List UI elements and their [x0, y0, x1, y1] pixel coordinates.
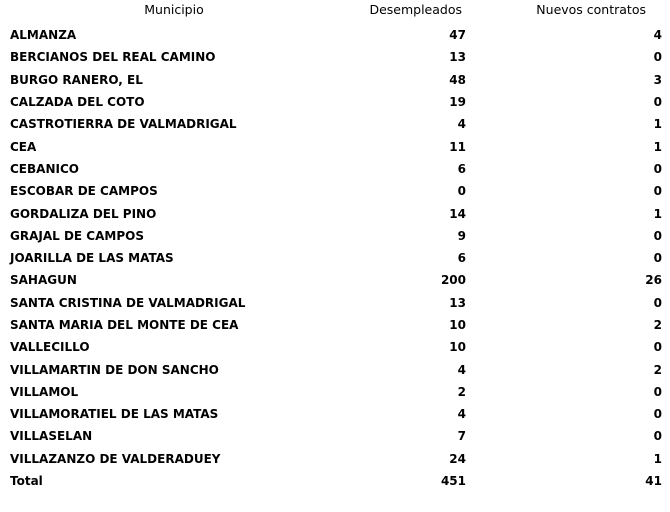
cell-desempleados: 10: [449, 340, 466, 355]
total-row: [8, 470, 668, 492]
table-row: [8, 202, 668, 224]
cell-nuevos-contratos: 2: [653, 318, 662, 332]
table-row: [8, 225, 668, 247]
total-label: Total: [10, 474, 43, 489]
header-nuevos-contratos: Nuevos contratos: [536, 2, 646, 17]
cell-desempleados: 19: [449, 95, 466, 110]
cell-municipio: SANTA MARIA DEL MONTE DE CEA: [10, 318, 239, 332]
table-row: [8, 269, 668, 291]
total-nuevos-contratos: 41: [645, 474, 662, 489]
cell-desempleados: 7: [457, 429, 466, 444]
cell-desempleados: 6: [457, 251, 466, 266]
cell-desempleados: 9: [457, 228, 466, 243]
cell-desempleados: 4: [457, 117, 466, 132]
cell-desempleados: 48: [449, 72, 466, 87]
table-row: [8, 358, 668, 380]
cell-nuevos-contratos: 4: [653, 28, 662, 43]
table-row: [8, 158, 668, 180]
cell-nuevos-contratos: 1: [653, 451, 662, 466]
cell-desempleados: 47: [449, 28, 466, 43]
cell-nuevos-contratos: 2: [653, 362, 662, 377]
table-row: [8, 448, 668, 470]
table-row: [8, 314, 668, 336]
cell-nuevos-contratos: 0: [653, 295, 662, 310]
cell-desempleados: 2: [457, 384, 466, 399]
table-row: [8, 336, 668, 358]
cell-nuevos-contratos: 0: [653, 95, 662, 110]
cell-municipio: VILLASELAN: [10, 429, 93, 444]
cell-municipio: BERCIANOS DEL REAL CAMINO: [10, 50, 216, 65]
cell-municipio: CALZADA DEL COTO: [10, 95, 145, 110]
cell-desempleados: 4: [457, 407, 466, 422]
cell-desempleados: 11: [449, 139, 466, 154]
cell-desempleados: 4: [457, 362, 466, 377]
table-row: [8, 46, 668, 68]
table-row: [8, 180, 668, 202]
cell-nuevos-contratos: 0: [653, 251, 662, 266]
table-row: [8, 24, 668, 46]
cell-municipio: VILLAMORATIEL DE LAS MATAS: [10, 407, 219, 422]
cell-nuevos-contratos: 0: [653, 184, 662, 199]
table-row: [8, 69, 668, 91]
cell-nuevos-contratos: 26: [645, 273, 662, 288]
header-municipio: Municipio: [144, 2, 204, 17]
cell-municipio: SANTA CRISTINA DE VALMADRIGAL: [10, 295, 246, 310]
cell-nuevos-contratos: 0: [653, 228, 662, 243]
total-desempleados: 451: [440, 474, 466, 489]
cell-nuevos-contratos: 1: [653, 117, 662, 132]
cell-nuevos-contratos: 0: [653, 340, 662, 355]
table-row: [8, 91, 668, 113]
cell-nuevos-contratos: 0: [653, 161, 662, 176]
cell-nuevos-contratos: 1: [653, 206, 662, 221]
cell-desempleados: 6: [457, 161, 466, 176]
cell-municipio: GORDALIZA DEL PINO: [10, 206, 157, 221]
cell-nuevos-contratos: 0: [653, 407, 662, 422]
cell-municipio: VILLAMOL: [10, 384, 79, 399]
cell-desempleados: 13: [449, 50, 466, 65]
table-row: [8, 425, 668, 447]
table-body: [8, 24, 668, 492]
table-row: [8, 403, 668, 425]
cell-municipio: JOARILLA DE LAS MATAS: [10, 251, 174, 266]
cell-desempleados: 200: [440, 273, 466, 288]
cell-desempleados: 13: [449, 295, 466, 310]
header-desempleados: Desempleados: [369, 2, 462, 17]
cell-nuevos-contratos: 0: [653, 50, 662, 65]
cell-municipio: VALLECILLO: [10, 340, 90, 355]
cell-desempleados: 14: [449, 206, 466, 221]
table-row: [8, 381, 668, 403]
cell-municipio: BURGO RANERO, EL: [10, 72, 143, 87]
cell-municipio: CEA: [10, 139, 37, 154]
cell-desempleados: 0: [457, 184, 466, 199]
cell-municipio: ESCOBAR DE CAMPOS: [10, 184, 158, 199]
cell-municipio: CASTROTIERRA DE VALMADRIGAL: [10, 117, 237, 132]
cell-nuevos-contratos: 0: [653, 429, 662, 444]
cell-municipio: VILLAMARTIN DE DON SANCHO: [10, 362, 219, 377]
header-row: [8, 0, 668, 24]
cell-municipio: GRAJAL DE CAMPOS: [10, 228, 144, 243]
table-header: [8, 0, 668, 24]
table-row: [8, 135, 668, 157]
unemployment-table: [8, 0, 668, 492]
cell-municipio: ALMANZA: [10, 28, 77, 43]
cell-desempleados: 24: [449, 451, 466, 466]
cell-municipio: CEBANICO: [10, 161, 79, 176]
cell-nuevos-contratos: 3: [653, 72, 662, 87]
table-row: [8, 292, 668, 314]
cell-nuevos-contratos: 0: [653, 384, 662, 399]
cell-municipio: SAHAGUN: [10, 273, 77, 288]
table-row: [8, 247, 668, 269]
cell-desempleados: 10: [449, 318, 466, 332]
cell-nuevos-contratos: 1: [653, 139, 662, 154]
cell-municipio: VILLAZANZO DE VALDERADUEY: [10, 451, 221, 466]
table-row: [8, 113, 668, 135]
